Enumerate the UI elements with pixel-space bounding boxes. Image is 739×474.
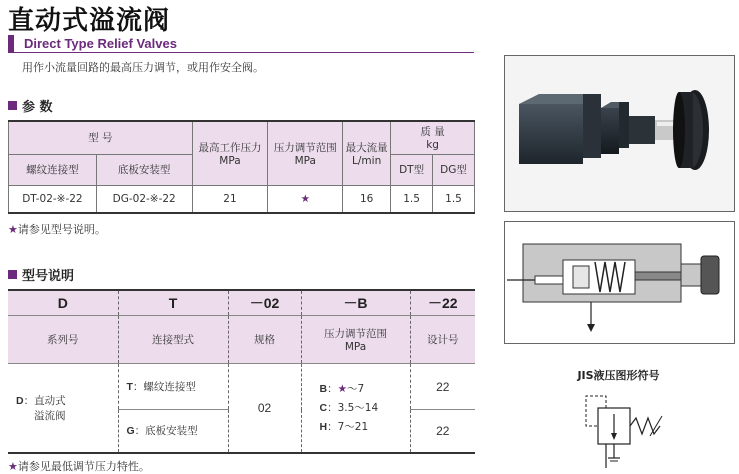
cell-pressure-range: ★ — [268, 185, 343, 213]
subplate-header: 底板安装型 — [96, 154, 192, 185]
star-icon: ★ — [8, 223, 18, 236]
cell-subplate: DG-02-※-22 — [96, 185, 192, 213]
cell-dt-mass: 1.5 — [391, 185, 433, 213]
relief-valve-photo-icon — [505, 56, 734, 211]
model-header: 型 号 — [9, 121, 193, 154]
threaded-header: 螺纹连接型 — [9, 154, 97, 185]
label-series: 系列号 — [8, 316, 118, 364]
pressure-options: B：★～7 C：3.5～14 H：7～21 — [301, 364, 410, 453]
model-code-table — [8, 289, 475, 454]
label-pressure: 压力调节范围 MPa — [301, 316, 410, 364]
conn-subplate: G：底板安装型 — [118, 410, 228, 453]
params-heading-text: 参 数 — [22, 100, 53, 115]
cross-section-diagram — [504, 221, 735, 344]
params-note: ★请参见型号说明。 — [8, 223, 106, 236]
max-pressure-header: 最高工作压力 MPa — [192, 121, 268, 185]
model-code-heading-text: 型号说明 — [22, 269, 75, 284]
page-title: 直动式溢流阀 — [8, 6, 171, 36]
cell-max-flow: 16 — [343, 185, 391, 213]
params-heading — [8, 96, 53, 115]
dt-header: DT型 — [391, 154, 433, 185]
series-desc: D：直动式 溢流阀 — [8, 364, 118, 453]
label-connection: 连接型式 — [118, 316, 228, 364]
mass-header: 质 量 kg — [391, 121, 475, 154]
label-design: 设计号 — [410, 316, 475, 364]
label-size: 规格 — [228, 316, 301, 364]
max-flow-header: 最大流量 L/min — [343, 121, 391, 185]
code-pressure: －B — [301, 290, 410, 316]
params-row — [9, 185, 475, 213]
code-size: －02 — [228, 290, 301, 316]
square-bullet-icon — [8, 270, 17, 279]
valve-cross-section-icon — [505, 222, 734, 343]
pressure-range-header: 压力调节范围 MPa — [268, 121, 343, 185]
product-photo — [504, 55, 735, 212]
code-connection: T — [118, 290, 228, 316]
design-number-2: 22 — [410, 410, 475, 453]
page-subtitle: Direct Type Relief Valves — [8, 35, 474, 52]
size-value: 02 — [228, 364, 301, 453]
model-code-heading — [8, 265, 74, 284]
relief-valve-symbol-icon — [566, 388, 676, 470]
description: 用作小流量回路的最高压力调节，或用作安全阀。 — [22, 61, 264, 74]
subtitle-rule — [8, 52, 474, 53]
dg-header: DG型 — [433, 154, 475, 185]
cell-threaded: DT-02-※-22 — [9, 185, 97, 213]
jis-symbol — [566, 388, 676, 470]
conn-threaded: T：螺纹连接型 — [118, 364, 228, 410]
code-design: －22 — [410, 290, 475, 316]
code-series: D — [8, 290, 118, 316]
cell-max-pressure: 21 — [192, 185, 268, 213]
star-icon: ★ — [8, 460, 18, 473]
cell-dg-mass: 1.5 — [433, 185, 475, 213]
params-table — [8, 120, 475, 214]
model-code-note: ★请参见最低调节压力特性。 — [8, 460, 150, 473]
design-number-1: 22 — [410, 364, 475, 410]
square-bullet-icon — [8, 101, 17, 110]
jis-symbol-label: JIS液压图形符号 — [577, 369, 660, 382]
